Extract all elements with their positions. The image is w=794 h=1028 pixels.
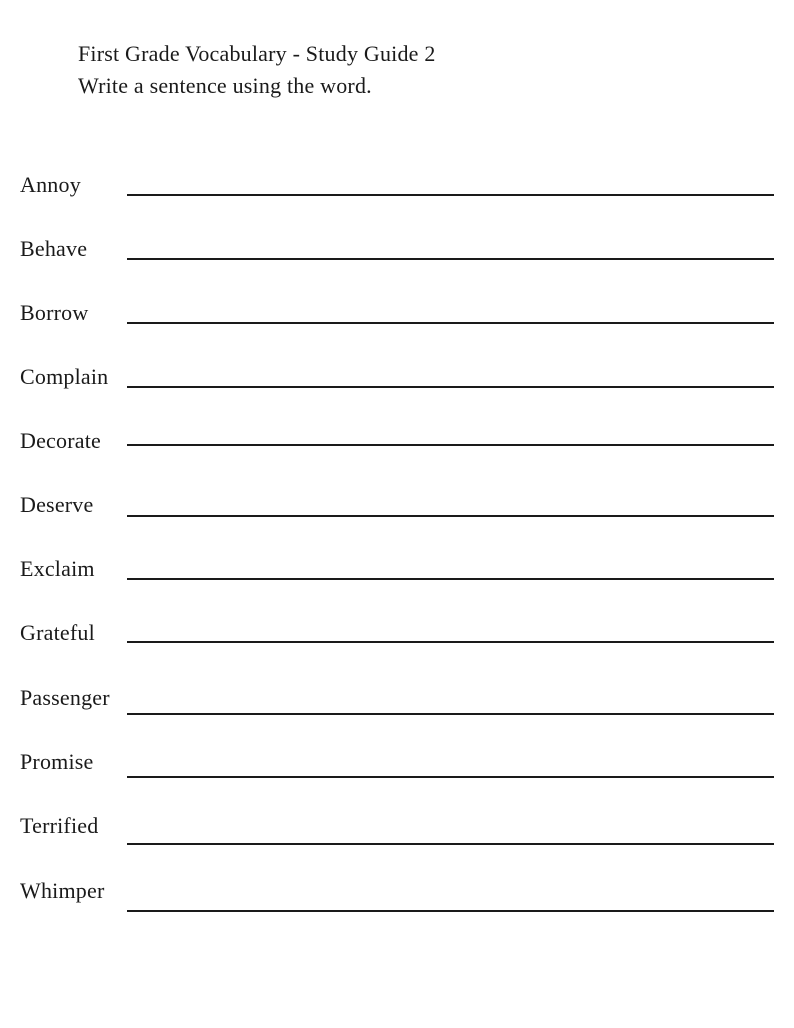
- vocab-word: Deserve: [20, 492, 94, 517]
- vocab-row-complain: [20, 358, 774, 398]
- answer-line[interactable]: [127, 444, 774, 446]
- page-title: First Grade Vocabulary - Study Guide 2: [78, 41, 436, 66]
- vocab-row-exclaim: [20, 550, 774, 590]
- worksheet-header: [78, 38, 436, 102]
- vocab-word: Exclaim: [20, 556, 95, 581]
- answer-line[interactable]: [127, 641, 774, 643]
- vocab-row-grateful: [20, 614, 774, 654]
- vocab-row-promise: [20, 743, 774, 783]
- answer-line[interactable]: [127, 910, 774, 912]
- answer-line[interactable]: [127, 194, 774, 196]
- answer-line[interactable]: [127, 713, 774, 715]
- vocab-word: Promise: [20, 749, 94, 774]
- answer-line[interactable]: [127, 258, 774, 260]
- answer-line[interactable]: [127, 515, 774, 517]
- vocab-row-decorate: [20, 422, 774, 462]
- vocab-row-behave: [20, 230, 774, 270]
- vocab-row-terrified: [20, 807, 774, 847]
- answer-line[interactable]: [127, 386, 774, 388]
- vocab-word: Complain: [20, 364, 109, 389]
- instructions: Write a sentence using the word.: [78, 73, 372, 98]
- vocab-word: Terrified: [20, 813, 99, 838]
- answer-line[interactable]: [127, 322, 774, 324]
- vocab-word: Passenger: [20, 685, 110, 710]
- vocab-word: Decorate: [20, 428, 101, 453]
- answer-line[interactable]: [127, 843, 774, 845]
- vocab-row-annoy: [20, 166, 774, 206]
- vocab-row-whimper: [20, 872, 774, 912]
- answer-line[interactable]: [127, 776, 774, 778]
- vocab-row-passenger: [20, 679, 774, 719]
- vocab-word: Annoy: [20, 172, 81, 197]
- vocab-word: Borrow: [20, 300, 89, 325]
- vocab-row-deserve: [20, 486, 774, 526]
- vocab-word: Grateful: [20, 620, 95, 645]
- vocab-word: Whimper: [20, 878, 105, 903]
- vocab-row-borrow: [20, 294, 774, 334]
- vocab-word: Behave: [20, 236, 88, 261]
- answer-line[interactable]: [127, 578, 774, 580]
